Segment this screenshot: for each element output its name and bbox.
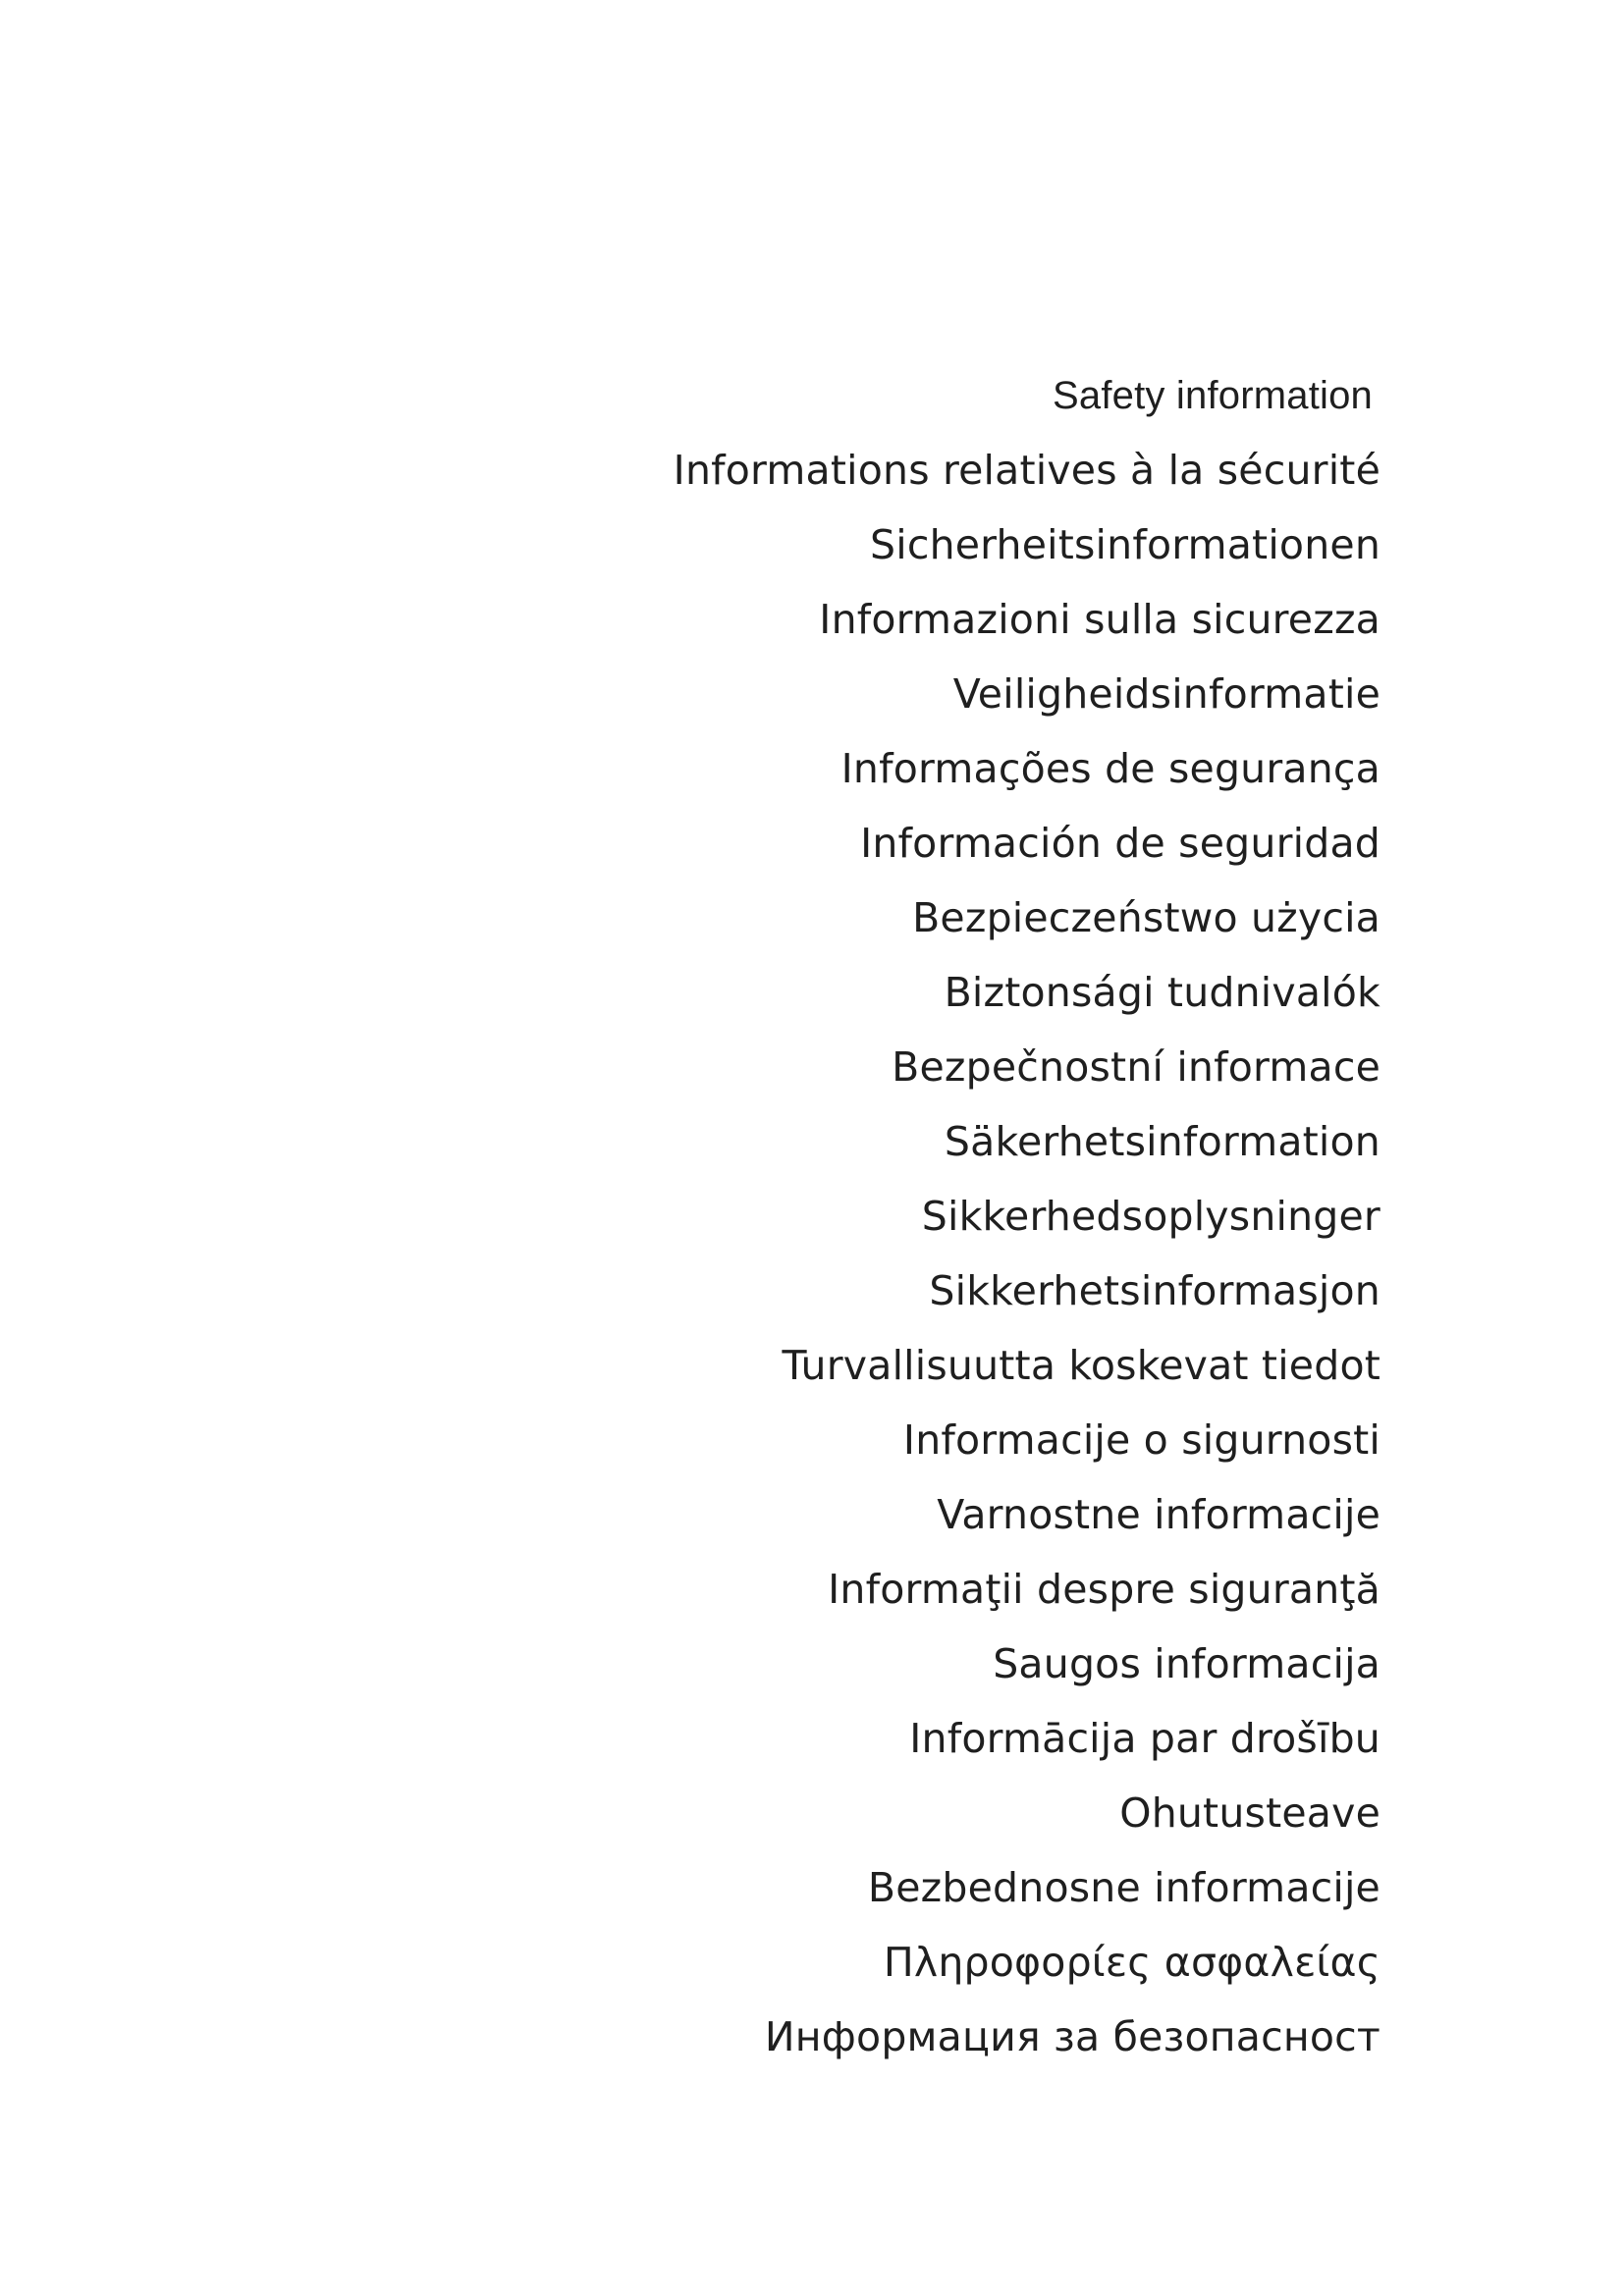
title-spanish: Información de seguridad — [860, 820, 1380, 867]
title-slovenian: Varnostne informacije — [937, 1491, 1380, 1538]
title-romanian: Informaţii despre siguranţă — [828, 1566, 1380, 1613]
title-hungarian: Biztonsági tudnivalók — [944, 969, 1380, 1016]
title-finnish: Turvallisuutta koskevat tiedot — [782, 1342, 1380, 1389]
title-estonian: Ohutusteave — [1119, 1789, 1380, 1837]
title-bulgarian: Информация за безопасност — [764, 2013, 1380, 2060]
safety-information-title-list — [399, 358, 1380, 2074]
title-norwegian: Sikkerhetsinformasjon — [929, 1267, 1380, 1314]
title-serbian: Bezbednosne informacije — [867, 1864, 1380, 1911]
title-english: Safety information — [1053, 374, 1373, 417]
title-swedish: Säkerhetsinformation — [944, 1118, 1380, 1165]
title-polish: Bezpieczeństwo użycia — [912, 894, 1380, 941]
title-lithuanian: Saugos informacija — [993, 1640, 1380, 1687]
title-latvian: Informācija par drošību — [909, 1715, 1380, 1762]
title-danish: Sikkerhedsoplysninger — [921, 1193, 1380, 1240]
title-croatian: Informacije o sigurnosti — [902, 1416, 1380, 1464]
title-german: Sicherheitsinformationen — [870, 521, 1380, 568]
title-italian: Informazioni sulla sicurezza — [819, 596, 1380, 643]
title-greek: Πληροφορίες ασφαλείας — [883, 1939, 1380, 1986]
title-czech: Bezpečnostní informace — [892, 1043, 1380, 1091]
title-french: Informations relatives à la sécurité — [673, 447, 1380, 494]
title-dutch: Veiligheidsinformatie — [952, 670, 1380, 718]
title-portuguese: Informações de segurança — [840, 745, 1380, 792]
